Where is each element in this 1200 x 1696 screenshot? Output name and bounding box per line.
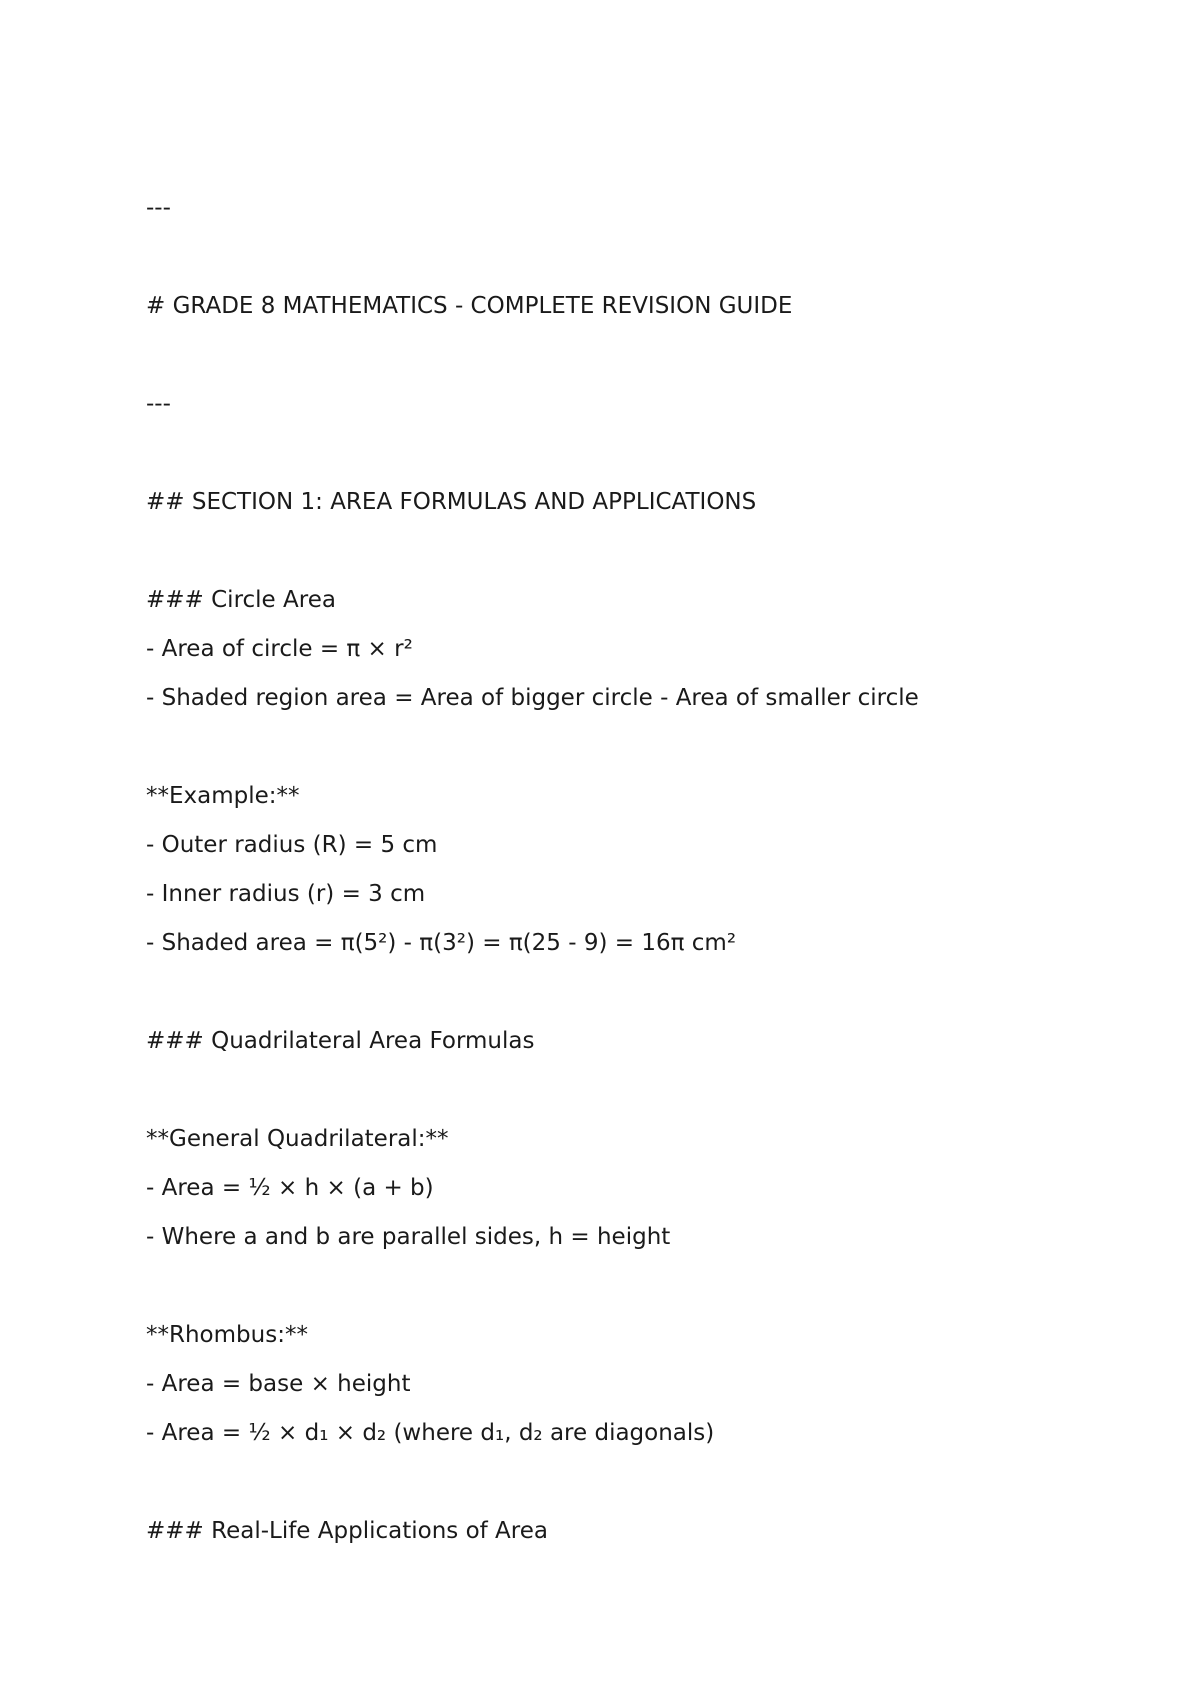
- bold-label: **General Quadrilateral:**: [146, 1126, 449, 1152]
- section-heading: ## SECTION 1: AREA FORMULAS AND APPLICATIONS: [146, 489, 757, 515]
- list-item: - Where a and b are parallel sides, h = height: [146, 1224, 671, 1250]
- list-item: - Area of circle = π × r²: [146, 636, 413, 662]
- list-item: - Outer radius (R) = 5 cm: [146, 832, 438, 858]
- list-item: - Shaded area = π(5²) - π(3²) = π(25 - 9) = 16π cm²: [146, 930, 737, 956]
- list-item: - Area = ½ × h × (a + b): [146, 1175, 434, 1201]
- horizontal-rule-marker: ---: [146, 391, 171, 417]
- subsection-heading: ### Quadrilateral Area Formulas: [146, 1028, 535, 1054]
- list-item: - Shaded region area = Area of bigger circle - Area of smaller circle: [146, 685, 919, 711]
- list-item: - Area = base × height: [146, 1371, 411, 1397]
- document-title: # GRADE 8 MATHEMATICS - COMPLETE REVISION GUIDE: [146, 293, 793, 319]
- example-label: **Example:**: [146, 783, 300, 809]
- list-item: - Area = ½ × d₁ × d₂ (where d₁, d₂ are diagonals): [146, 1420, 715, 1446]
- horizontal-rule-marker: ---: [146, 195, 171, 221]
- subsection-heading: ### Real-Life Applications of Area: [146, 1518, 548, 1544]
- bold-label: **Rhombus:**: [146, 1322, 308, 1348]
- list-item: - Inner radius (r) = 3 cm: [146, 881, 426, 907]
- subsection-heading: ### Circle Area: [146, 587, 336, 613]
